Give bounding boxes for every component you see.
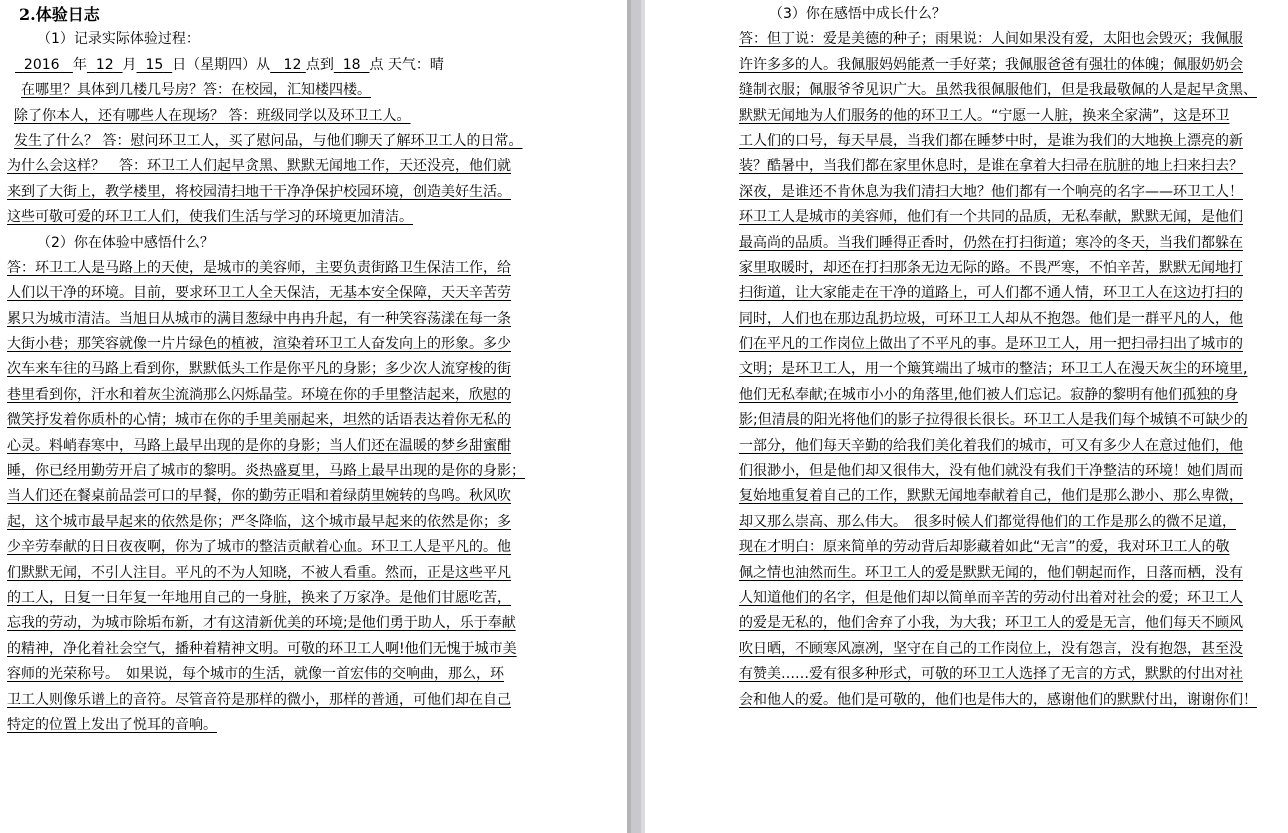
- growth-line: 默默无闻地为人们服务的他的环卫工人。“宁愿一人脏，换来全家满”，这是环卫: [739, 107, 1230, 124]
- right-column: [739, 2, 1257, 713]
- growth-line: 装？酷暑中，当我们都在家里休息时，是谁在拿着大扫帚在肮脏的地上扫来扫去？: [739, 158, 1243, 175]
- growth-line: 工人们的口号，每天早晨，当我们都在睡梦中时，是谁为我们的大地换上漂亮的新: [739, 132, 1243, 149]
- date-month-unit: 月: [122, 56, 137, 73]
- feel-line: 起，这个城市最早起来的依然是你；严冬降临，这个城市最早起来的依然是你；多: [7, 513, 511, 530]
- feel-line: 卫工人则像乐谱上的音符。尽管音符是那样的微小，那样的普通，可他们却在自己: [7, 691, 511, 708]
- feel-line: 少辛劳奉献的日日夜夜啊，你为了城市的整洁贡献着心血。环卫工人是平凡的。他: [7, 539, 511, 556]
- growth-line: 家里取暖时，却还在打扫那条无边无际的路。不畏严寒，不怕辛苦，默默无闻地打: [739, 259, 1243, 276]
- why-line: 来到了大街上，教学楼里，将校园清扫地干干净净保护校园环境，创造美好生活。: [7, 183, 511, 200]
- growth-line: 人知道他们的名字，但是他们却以简单而辛苦的劳动付出着对社会的爱；环卫工人: [739, 589, 1243, 606]
- what-line: 发生了什么？ 答：慰问环卫工人，买了慰问品，与他们聊天了解环卫工人的日常。: [14, 132, 523, 149]
- feel-line: 累只为城市清洁。当旭日从城市的满目葱绿中冉冉升起，有一种笑容荡漾在每一条: [7, 310, 511, 327]
- feel-line: 巷里看到你，汗水和着灰尘流淌那么闪烁晶莹。环境在你的手里整洁起来，欣慰的: [7, 386, 511, 403]
- growth-line: 同时，人们也在那边乱扔垃圾，可环卫工人却从不抱怨。他们是一群平凡的人，他: [739, 310, 1243, 327]
- growth-line: 一部分，他们每天辛勤的给我们美化着我们的城市，可又有多少人在意过他们，他: [739, 437, 1243, 454]
- growth-line: 文明；是环卫工人，用一个簸箕端出了城市的整洁；环卫工人在漫天灰尘的环境里,: [739, 361, 1248, 378]
- growth-heading: （3）你在感悟中成长什么？: [769, 6, 946, 22]
- growth-line: 许许多多的人。我佩服妈妈能煮一手好菜；我佩服爸爸有强壮的体魄；佩服奶奶会: [739, 56, 1243, 73]
- growth-line: 影;但清晨的阳光将他们的影子拉得很长很长。环卫工人是我们每个城镇不可缺少的: [739, 412, 1248, 429]
- growth-line: 复始地重复着自己的工作，默默无闻地奉献着自己，他们是那么渺小、那么卑微，: [739, 488, 1243, 505]
- growth-line: 扫街道，让大家能走在干净的道路上，可人们都不通人情，环卫工人在这边打扫的: [739, 285, 1243, 302]
- growth-line: 们很渺小，但是他们却又很伟大，没有他们就没有我们干净整洁的环境！她们周而: [739, 463, 1243, 480]
- feel-line: 人们以干净的环境。目前，要求环卫工人全天保洁，无基本安全保障，天天辛苦劳: [7, 285, 511, 302]
- date-start-unit: 点到: [305, 56, 334, 73]
- where-line: 在哪里？具体到几楼几号房？答：在校园，汇知楼四楼。: [21, 82, 371, 99]
- growth-line: 吹日晒，不顾寒风凛冽，坚守在自己的工作岗位上，没有怨言，没有抱怨，甚至没: [739, 640, 1243, 657]
- left-column: [7, 2, 527, 738]
- left-page: [0, 0, 627, 833]
- date-day: 15: [145, 56, 164, 73]
- date-end-unit: 点 天气：晴: [369, 56, 444, 73]
- date-month: 12: [95, 56, 114, 73]
- growth-line: 会和他人的爱。他们是可敬的，他们也是伟大的，感谢他们的默默付出，谢谢你们！: [739, 691, 1257, 708]
- feel-line: 们默默无闻，不引人注目。平凡的不为人知晓，不被人看重。然而，正是这些平凡: [7, 564, 511, 581]
- date-end-hour: 18: [342, 56, 361, 73]
- date-line: [7, 53, 527, 78]
- section-title: 2.体验日志: [19, 5, 100, 24]
- growth-line: 他们无私奉献;在城市小小的角落里,他们被人们忘记。寂静的黎明有他们孤独的身: [739, 386, 1239, 403]
- who-line: 除了你本人，还有哪些人在现场？ 答：班级同学以及环卫工人。: [14, 107, 411, 124]
- feel-line: 容师的光荣称号。 如果说，每个城市的生活，就像一首宏伟的交响曲，那么，环: [7, 666, 504, 683]
- feel-line: 大街小巷；那笑容就像一片片绿色的植被，渲染着环卫工人奋发向上的形象。多少: [7, 336, 511, 353]
- growth-line: 们在平凡的工作岗位上做出了不平凡的事。是环卫工人，用一把扫帚扫出了城市的: [739, 336, 1243, 353]
- growth-line: 有赞美……爱有很多种形式，可敬的环卫工人选择了无言的方式，默默的付出对社: [739, 666, 1243, 683]
- right-page: [645, 0, 1288, 833]
- feel-heading: （2）你在体验中感悟什么？: [37, 234, 214, 251]
- record-heading: （1）记录实际体验过程：: [37, 31, 200, 48]
- feel-line: 的精神，净化着社会空气，播种着精神文明。可敬的环卫工人啊!他们无愧于城市美: [7, 640, 517, 657]
- feel-line: 特定的位置上发出了悦耳的音响。: [7, 716, 217, 733]
- feel-line: 次车来车往的马路上看到你，默默低头工作是你平凡的身影；多少次人流穿梭的街: [7, 361, 511, 378]
- date-start-hour: 12: [283, 56, 302, 73]
- growth-line: 却又那么崇高、那么伟大。 很多时候人们都觉得他们的工作是那么的微不足道，: [739, 513, 1236, 530]
- growth-line: 最高尚的品质。当我们睡得正香时，仍然在打扫街道；寒冷的冬天，当我们都躲在: [739, 234, 1243, 251]
- growth-line: 现在才明白：原来简单的劳动背后却影藏着如此“无言”的爱，我对环卫工人的敬: [739, 539, 1230, 556]
- date-year: 2016: [23, 56, 60, 73]
- date-day-unit: 日（星期四）从: [172, 56, 271, 73]
- date-year-unit: 年: [72, 56, 87, 73]
- why-line: 这些可敬可爱的环卫工人们，使我们生活与学习的环境更加清洁。: [7, 209, 413, 226]
- feel-line: 的工人，日复一日年复一年地用自己的一身脏，换来了万家净。是他们甘愿吃苦，: [7, 589, 511, 606]
- feel-line: 心灵。料峭春寒中，马路上最早出现的是你的身影；当人们还在温暖的梦乡甜蜜酣: [7, 437, 511, 454]
- feel-line: 忘我的劳动，为城市除垢布新，才有这清新优美的环境;是他们勇于助人，乐于奉献: [7, 615, 516, 632]
- feel-line: 答：环卫工人是马路上的天使，是城市的美容师，主要负责街路卫生保洁工作，给: [7, 259, 511, 276]
- growth-line: 的爱是无私的，他们舍弃了小我，为大我；环卫工人的爱是无言，他们每天不顾风: [739, 615, 1243, 632]
- feel-line: 睡，你已经用勤劳开启了城市的黎明。炎热盛夏里，马路上最早出现的是你的身影；: [7, 463, 525, 480]
- feel-line: 微笑抒发着你质朴的心情；城市在你的手里美丽起来，坦然的话语表达着你无私的: [7, 412, 511, 429]
- page-gap: [627, 0, 645, 833]
- growth-line: 环卫工人是城市的美容师，他们有一个共同的品质，无私奉献，默默无闻，是他们: [739, 209, 1243, 226]
- growth-line: 佩之情也油然而生。环卫工人的爱是默默无闻的，他们朝起而作，日落而栖，没有: [739, 564, 1243, 581]
- growth-line: 答：但丁说：爱是美德的种子；雨果说：人间如果没有爱，太阳也会毁灭；我佩服: [739, 31, 1243, 48]
- growth-line: 深夜，是谁还不肯休息为我们清扫大地？他们都有一个响亮的名字——环卫工人！: [739, 183, 1243, 200]
- why-line: 为什么会这样？ 答：环卫工人们起早贪黑、默默无闻地工作，天还没亮，他们就: [7, 158, 511, 175]
- growth-line: 缝制衣服；佩服爷爷见识广大。虽然我很佩服他们，但是我最敬佩的人是起早贪黑、: [739, 82, 1257, 99]
- feel-line: 当人们还在餐桌前品尝可口的早餐，你的勤劳正唱和着绿荫里婉转的鸟鸣。秋风吹: [7, 488, 511, 505]
